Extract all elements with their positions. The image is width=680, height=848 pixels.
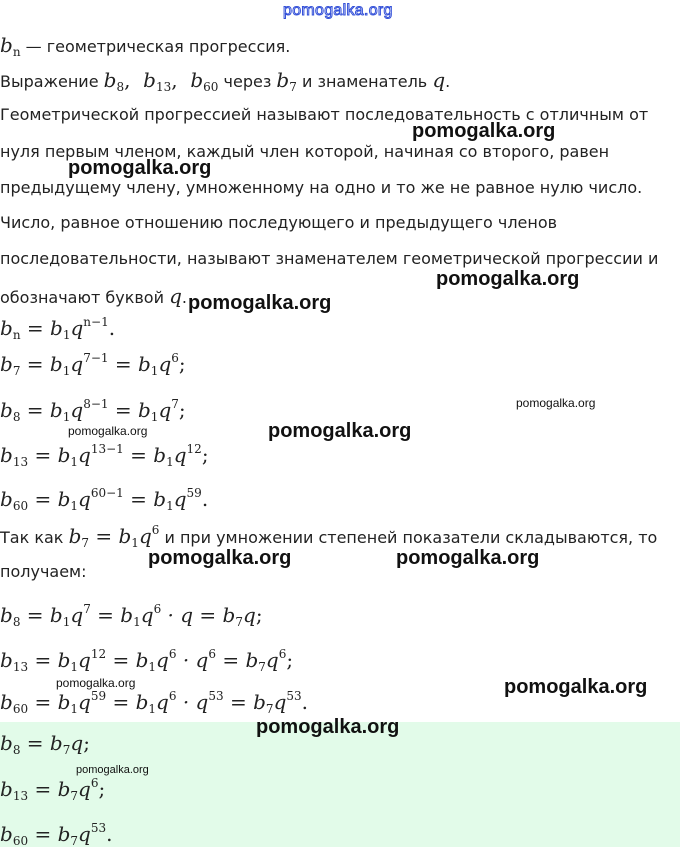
watermark: pomogalka.org bbox=[436, 268, 580, 290]
watermark-top: pomogalka.org bbox=[283, 2, 393, 19]
watermark: pomogalka.org bbox=[68, 424, 148, 438]
derivation-b60: $b_{60} = b_1q^{59} = b_1q^6 \cdot q^{53} = b_7q^{53}$. bbox=[0, 689, 309, 716]
definition-line-3: предыдущему члену, умноженному на одно и то же не равное нулю число. bbox=[0, 178, 643, 197]
answer-b13: $b_{13} = b_7q^6$; bbox=[0, 776, 106, 803]
watermark: pomogalka.org bbox=[148, 547, 292, 569]
watermark: pomogalka.org bbox=[396, 547, 540, 569]
watermark: pomogalka.org bbox=[256, 716, 400, 738]
formula-b60: $b_{60} = b_1q^{60-1} = b_1q^{59}$. bbox=[0, 486, 209, 513]
formula-b7: $b_7 = b_1q^{7-1} = b_1q^6$; bbox=[0, 351, 186, 378]
watermark: pomogalka.org bbox=[268, 420, 412, 442]
watermark: pomogalka.org bbox=[76, 764, 149, 776]
watermark: pomogalka.org bbox=[504, 676, 648, 698]
watermark: pomogalka.org bbox=[516, 396, 596, 410]
derivation-b8: $b_8 = b_1q^7 = b_1q^6 \cdot q = b_7q$; bbox=[0, 602, 263, 629]
intro-line-1: $b_n$ — геометрическая прогрессия. bbox=[0, 33, 291, 59]
answer-b60: $b_{60} = b_7q^{53}$. bbox=[0, 821, 113, 848]
solution-line-1: Так как $b_7 = b_1q^6$ и при умножении степеней показатели складываются, то bbox=[0, 523, 658, 550]
definition-line-2: нуля первым членом, каждый член которой, начиная со второго, равен bbox=[0, 142, 610, 161]
solution-line-2: получаем: bbox=[0, 562, 87, 581]
formula-b13: $b_{13} = b_1q^{13-1} = b_1q^{12}$; bbox=[0, 442, 209, 469]
definition-line-6: обозначают буквой q. bbox=[0, 284, 187, 308]
definition-line-5: последовательности, называют знаменателем геометрической прогрессии и bbox=[0, 249, 659, 268]
definition-line-4: Число, равное отношению последующего и предыдущего членов bbox=[0, 213, 558, 232]
intro-line-2: Выражение $b_8$, $b_{13}$, $b_{60}$ через $b_7$ и знаменатель q. bbox=[0, 68, 451, 94]
watermark: pomogalka.org bbox=[68, 157, 212, 179]
formula-b8: $b_8 = b_1q^{8-1} = b_1q^7$; bbox=[0, 397, 186, 424]
watermark: pomogalka.org bbox=[412, 120, 556, 142]
formula-general: $b_n = b_1q^{n-1}$. bbox=[0, 315, 116, 342]
watermark: pomogalka.org bbox=[188, 292, 332, 314]
watermark: pomogalka.org bbox=[56, 676, 136, 690]
derivation-b13: $b_{13} = b_1q^{12} = b_1q^6 \cdot q^6 = b_7q^6$; bbox=[0, 647, 294, 674]
definition-line-1: Геометрической прогрессией называют последовательность с отличным от bbox=[0, 105, 649, 124]
answer-b8: $b_8 = b_7q$; bbox=[0, 731, 90, 757]
